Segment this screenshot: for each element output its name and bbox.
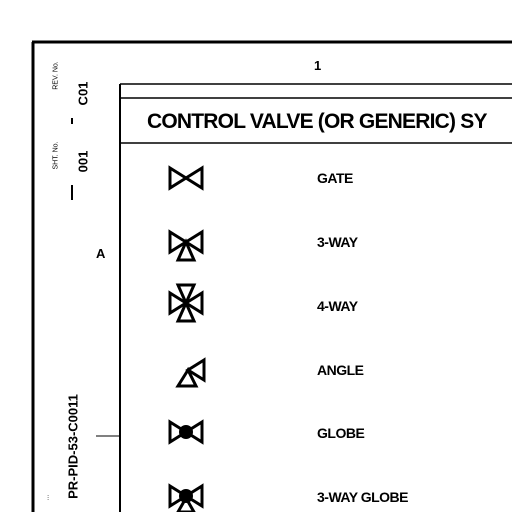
rev-label: REV. No. xyxy=(52,61,60,90)
gate-valve-icon xyxy=(166,164,206,192)
sht-value: 001 xyxy=(75,150,91,173)
doc-number: PR-PID-53-C0011 xyxy=(65,394,81,499)
rev-value: C01 xyxy=(75,81,91,106)
symbol-label-3-way-globe: 3-WAY GLOBE xyxy=(317,489,408,505)
globe-valve-icon xyxy=(166,418,206,446)
symbol-label-3-way: 3-WAY xyxy=(317,234,358,250)
three-way-globe-valve-icon xyxy=(166,482,206,512)
symbol-label-angle: ANGLE xyxy=(317,362,364,378)
angle-valve-icon xyxy=(172,356,208,390)
symbol-label-globe: GLOBE xyxy=(317,425,365,441)
column-marker: 1 xyxy=(314,58,322,73)
sht-label: SHT. No. xyxy=(52,141,60,170)
table-title: CONTROL VALVE (OR GENERIC) SY xyxy=(147,110,487,133)
symbol-label-4-way: 4-WAY xyxy=(317,298,358,314)
row-marker: A xyxy=(96,246,106,261)
three-way-valve-icon xyxy=(166,228,206,264)
doc-label: ... xyxy=(43,494,51,501)
four-way-valve-icon xyxy=(166,282,206,324)
symbol-label-gate: GATE xyxy=(317,170,353,186)
